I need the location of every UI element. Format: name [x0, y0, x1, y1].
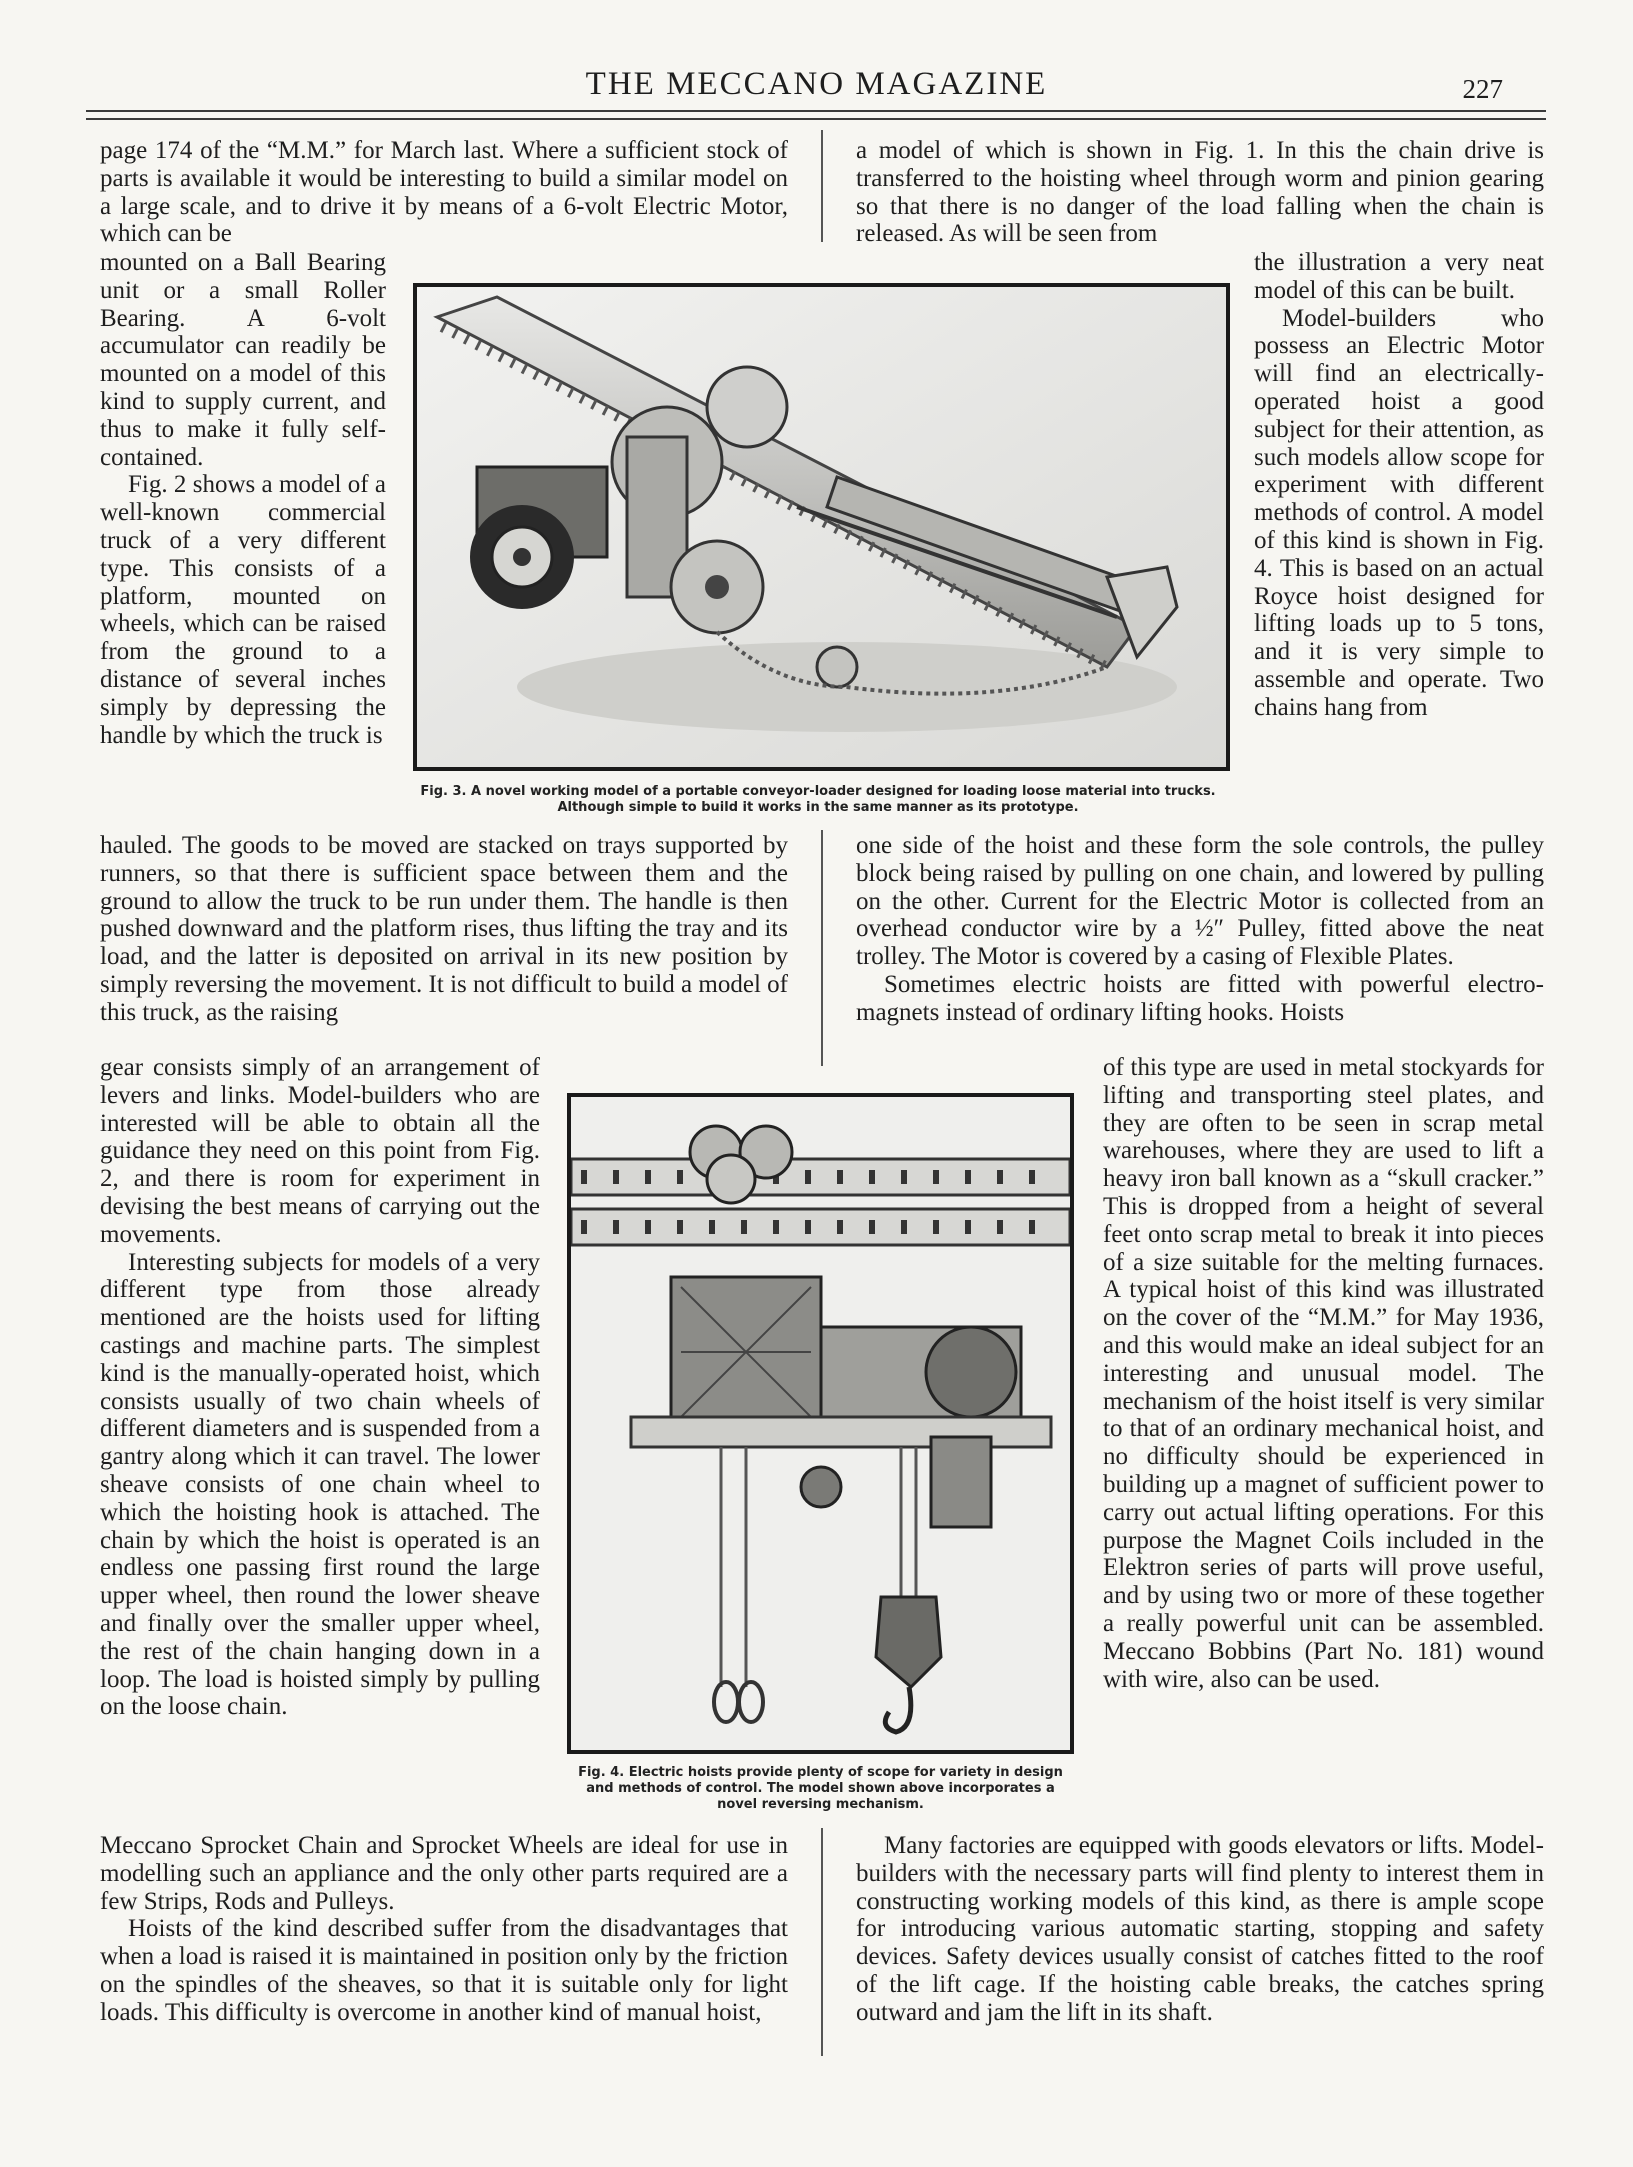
article-text	[1103, 1054, 1544, 1693]
figure-3-caption: Fig. 3. A novel working model of a portable conveyor-loader designed for loading loose material into trucks. Although simple to build it works in the same manner as its prototype.	[420, 784, 1216, 815]
article-text	[100, 1054, 540, 1721]
column-divider	[821, 830, 823, 1066]
paragraph: page 174 of the “M.M.” for March last. Where a sufficient stock of parts is available it would be interesting to build a similar model on a large scale, and to drive it by means of a 6-volt Electric Motor, which can be	[100, 137, 788, 248]
column-divider	[821, 1828, 823, 2056]
paragraph: Interesting subjects for models of a very different type from those already mentioned are the hoists used for lifting castings and machine parts. The simplest kind is the manually-operated hoist, which consists usually of two chain wheels of different diameters and is suspended from a gantry along which it can travel. The lower sheave consists of one chain wheel to which the hoisting hook is attached. The chain by which the hoist is operated is an endless one passing first round the large upper wheel, then round the lower sheave and finally over the smaller upper wheel, the rest of the chain hanging down in a loop. The load is hoisted simply by pulling on the loose chain.	[100, 1248, 540, 1721]
page-number: 227	[1462, 74, 1503, 104]
paragraph: Many factories are equipped with goods elevators or lifts. Model-builders with the necessary parts will find plenty to interest them in constructing working models of this kind, as there is ample scope for introducing various automatic starting, stopping and safety devices. Safety devices usually consist of catches fitted to the roof of the lift cage. If the hoisting cable breaks, the catches spring outward and jam the lift in its shaft.	[856, 1832, 1544, 2026]
paragraph: Hoists of the kind described suffer from the disadvantages that when a load is raised it is maintained in position only by the friction on the spindles of the sheaves, so that it is suitable only for light loads. This difficulty is overcome in another kind of manual hoist,	[100, 1915, 788, 2026]
article-text	[856, 832, 1544, 1027]
page-header-title: THE MECCANO MAGAZINE	[585, 66, 1048, 102]
paragraph: gear consists simply of an arrangement of levers and links. Model-builders who are interested will be able to obtain all the guidance they need on this point from Fig. 2, and there is room for experiment in devising the best means of carrying out the movements.	[100, 1054, 540, 1248]
header-rule	[86, 110, 1546, 112]
article-text	[100, 137, 788, 248]
paragraph: mounted on a Ball Bearing unit or a small Roller Bearing. A 6-volt accumulator can readily be mounted on a model of this kind to supply current, and thus to make it fully self-contained.	[100, 249, 386, 471]
column-divider	[821, 130, 823, 242]
article-text	[100, 249, 386, 749]
paragraph: the illustration a very neat model of this can be built.	[1254, 249, 1544, 304]
article-text	[856, 1832, 1544, 2027]
article-text	[100, 832, 788, 1027]
paragraph: a model of which is shown in Fig. 1. In this the chain drive is transferred to the hoisting wheel through worm and pinion gearing so that there is no danger of the load falling when the chain is released. As will be seen from	[856, 137, 1544, 248]
paragraph: Model-builders who possess an Electric Motor will find an electrically-operated hoist a good subject for their attention, as such models allow scope for experiment with different methods of control. A model of this kind is shown in Fig. 4. This is based on an actual Royce hoist designed for lifting loads up to 5 tons, and it is very simple to assemble and operate. Two chains hang from	[1254, 304, 1544, 721]
article-text	[856, 137, 1544, 248]
paragraph: one side of the hoist and these form the sole controls, the pulley block being raised by pulling on one chain, and lowered by pulling on the other. Current for the Electric Motor is collected from an overhead conductor wire by a ½″ Pulley, fitted above the neat trolley. The Motor is covered by a casing of Flexible Plates.	[856, 832, 1544, 971]
figure-3-photo	[413, 283, 1230, 771]
article-text	[100, 1832, 788, 2027]
paragraph: Meccano Sprocket Chain and Sprocket Wheels are ideal for use in modelling such an appliance and the only other parts required are a few Strips, Rods and Pulleys.	[100, 1832, 788, 1915]
article-text	[1254, 249, 1544, 722]
paragraph: Sometimes electric hoists are fitted with powerful electro-magnets instead of ordinary lifting hooks. Hoists	[856, 970, 1544, 1026]
paragraph: of this type are used in metal stockyards for lifting and transporting steel plates, and they are often to be seen in scrap metal warehouses, where they are used to lift a heavy iron ball known as a “skull cracker.” This is dropped from a height of several feet onto scrap metal to break it into pieces of a size suitable for the melting furnaces. A typical hoist of this kind was illustrated on the cover of the “M.M.” for May 1936, and this would make an ideal subject for an interesting and unusual model. The mechanism of the hoist itself is very similar to that of an ordinary mechanical hoist, and no difficulty should be experienced in building up a magnet of sufficient power to carry out actual lifting operations. For this purpose the Magnet Coils included in the Elektron series of parts will prove useful, and by using two or more of these together a really powerful unit can be assembled. Meccano Bobbins (Part No. 181) wound with wire, also can be used.	[1103, 1054, 1544, 1693]
header-rule	[86, 118, 1546, 120]
paragraph: hauled. The goods to be moved are stacked on trays supported by runners, so that there is sufficient space between them and the ground to allow the truck to be run under them. The handle is then pushed downward and the platform rises, thus lifting the tray and its load, and the latter is deposited on arrival in its new position by simply reversing the movement. It is not difficult to build a model of this truck, as the raising	[100, 832, 788, 1026]
figure-4-caption: Fig. 4. Electric hoists provide plenty of scope for variety in design and methods of control. The model shown above incorporates a novel reversing mechanism.	[578, 1765, 1063, 1812]
figure-4-photo	[567, 1093, 1074, 1754]
paragraph: Fig. 2 shows a model of a well-known commercial truck of a very different type. This consists of a platform, mounted on wheels, which can be raised from the ground to a distance of several inches simply by depressing the handle by which the truck is	[100, 471, 386, 749]
